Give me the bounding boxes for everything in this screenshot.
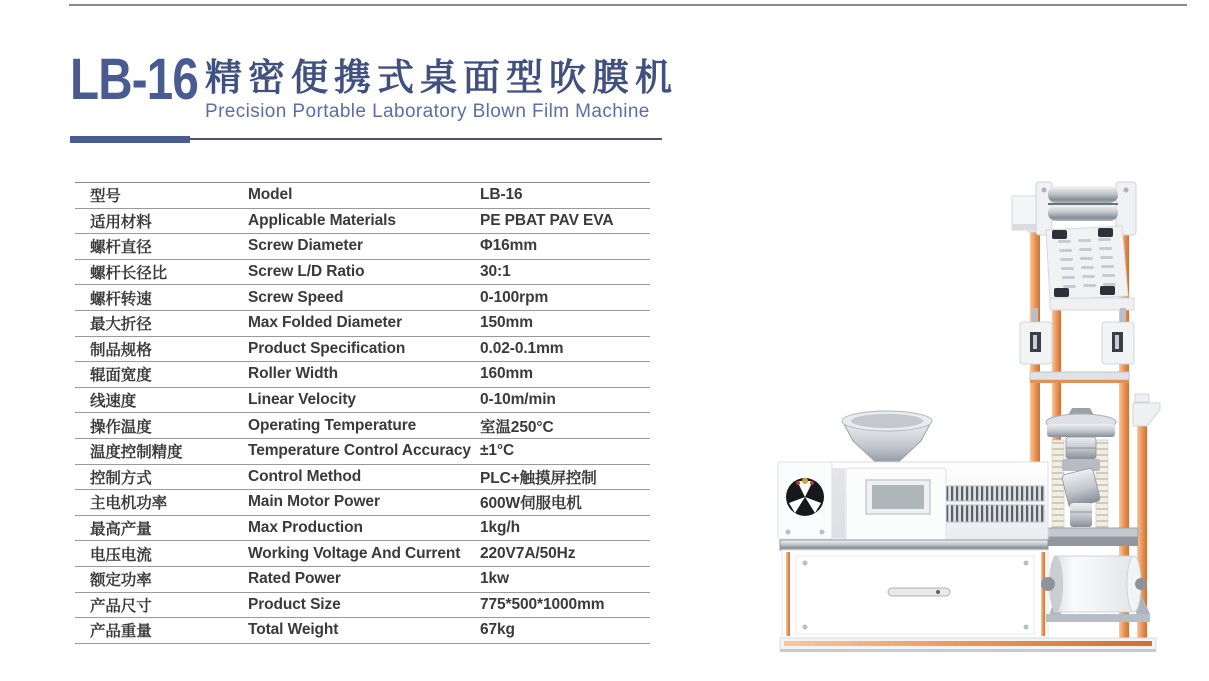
spec-value: 220V7A/50Hz	[480, 544, 576, 562]
spec-name-en: Product Size	[248, 595, 341, 613]
spec-name-cn: 最大折径	[90, 316, 152, 334]
spec-value: PLC+触摸屏控制	[480, 469, 597, 487]
spec-value: PE PBAT PAV EVA	[480, 211, 614, 229]
spec-value: 600W伺服电机	[480, 495, 582, 513]
spec-row	[75, 362, 650, 388]
spec-value: Φ16mm	[480, 237, 538, 255]
spec-name-cn: 型号	[90, 188, 121, 206]
spec-table	[75, 182, 650, 644]
spec-name-cn: 最高产量	[90, 521, 152, 539]
spec-name-cn: 温度控制精度	[90, 444, 183, 462]
spec-row	[75, 490, 650, 516]
spec-name-en: Working Voltage And Current	[248, 544, 461, 562]
spec-name-en: Main Motor Power	[248, 493, 380, 511]
spec-name-en: Screw L/D Ratio	[248, 263, 365, 281]
spec-name-cn: 电压电流	[90, 546, 152, 564]
spec-name-en: Control Method	[248, 467, 362, 485]
spec-row	[75, 260, 650, 286]
spec-row	[75, 567, 650, 593]
spec-value: LB-16	[480, 186, 523, 204]
spec-name-cn: 额定功率	[90, 572, 152, 590]
spec-name-cn: 螺杆直径	[90, 239, 152, 257]
spec-name-cn: 辊面宽度	[90, 367, 152, 385]
spec-value: 160mm	[480, 365, 533, 383]
spec-name-cn: 线速度	[90, 393, 137, 411]
header	[70, 47, 678, 123]
spec-name-en: Model	[248, 186, 293, 204]
spec-name-en: Linear Velocity	[248, 391, 356, 409]
spec-row	[75, 183, 650, 209]
spec-value: 67kg	[480, 621, 515, 639]
spec-name-en: Rated Power	[248, 570, 341, 588]
title-underline-thin	[190, 138, 662, 140]
spec-name-en: Product Specification	[248, 339, 406, 357]
spec-value: 0-10m/min	[480, 391, 556, 409]
machine-photo	[755, 165, 1209, 675]
spec-name-en: Temperature Control Accuracy	[248, 442, 471, 460]
spec-row	[75, 439, 650, 465]
spec-name-en: Roller Width	[248, 365, 338, 383]
top-rule	[69, 4, 1187, 6]
machine-base-plate	[780, 638, 1156, 652]
spec-name-en: Max Production	[248, 519, 363, 537]
spec-value: ±1°C	[480, 442, 515, 460]
machine-tabletop	[780, 540, 1048, 550]
spec-name-en: Applicable Materials	[248, 211, 396, 229]
spec-name-cn: 产品重量	[90, 623, 152, 641]
machine-guide-clamps	[1020, 308, 1134, 364]
spec-value: 150mm	[480, 314, 533, 332]
spec-row	[75, 209, 650, 235]
spec-name-cn: 螺杆长径比	[90, 265, 168, 283]
machine-film-winder	[1041, 556, 1150, 622]
spec-row	[75, 593, 650, 619]
spec-row	[75, 388, 650, 414]
spec-name-cn: 螺杆转速	[90, 290, 152, 308]
spec-name-cn: 主电机功率	[90, 495, 168, 513]
product-title-en: Precision Portable Laboratory Blown Film Machine	[205, 101, 650, 122]
title-block	[205, 59, 678, 123]
spec-row	[75, 465, 650, 491]
model-number: LB-16	[70, 47, 199, 112]
machine-base-cabinet	[782, 550, 1048, 638]
spec-value: 室温250°C	[480, 418, 554, 436]
product-title-cn: 精密便携式桌面型吹膜机	[205, 57, 678, 98]
spec-row	[75, 618, 650, 644]
spec-row	[75, 413, 650, 439]
spec-value: 1kw	[480, 570, 509, 588]
spec-row	[75, 516, 650, 542]
spec-name-cn: 产品尺寸	[90, 597, 152, 615]
spec-name-en: Screw Diameter	[248, 237, 363, 255]
machine-cooling-fan	[778, 462, 832, 539]
spec-name-en: Operating Temperature	[248, 416, 417, 434]
spec-row	[75, 285, 650, 311]
spec-name-en: Max Folded Diameter	[248, 314, 403, 332]
spec-row	[75, 337, 650, 363]
spec-value: 775*500*1000mm	[480, 595, 605, 613]
spec-value: 0-100rpm	[480, 288, 549, 306]
spec-name-cn: 控制方式	[90, 469, 152, 487]
spec-row	[75, 311, 650, 337]
machine-control-screen	[846, 468, 946, 542]
spec-name-cn: 操作温度	[90, 418, 152, 436]
spec-row	[75, 234, 650, 260]
spec-row	[75, 541, 650, 567]
spec-name-en: Screw Speed	[248, 288, 344, 306]
spec-name-en: Total Weight	[248, 621, 339, 639]
spec-name-cn: 制品规格	[90, 341, 152, 359]
spec-name-cn: 适用材料	[90, 213, 152, 231]
title-underline	[70, 135, 662, 143]
title-underline-thick	[70, 136, 190, 143]
spec-value: 30:1	[480, 263, 511, 281]
spec-value: 1kg/h	[480, 519, 520, 537]
spec-value: 0.02-0.1mm	[480, 339, 564, 357]
